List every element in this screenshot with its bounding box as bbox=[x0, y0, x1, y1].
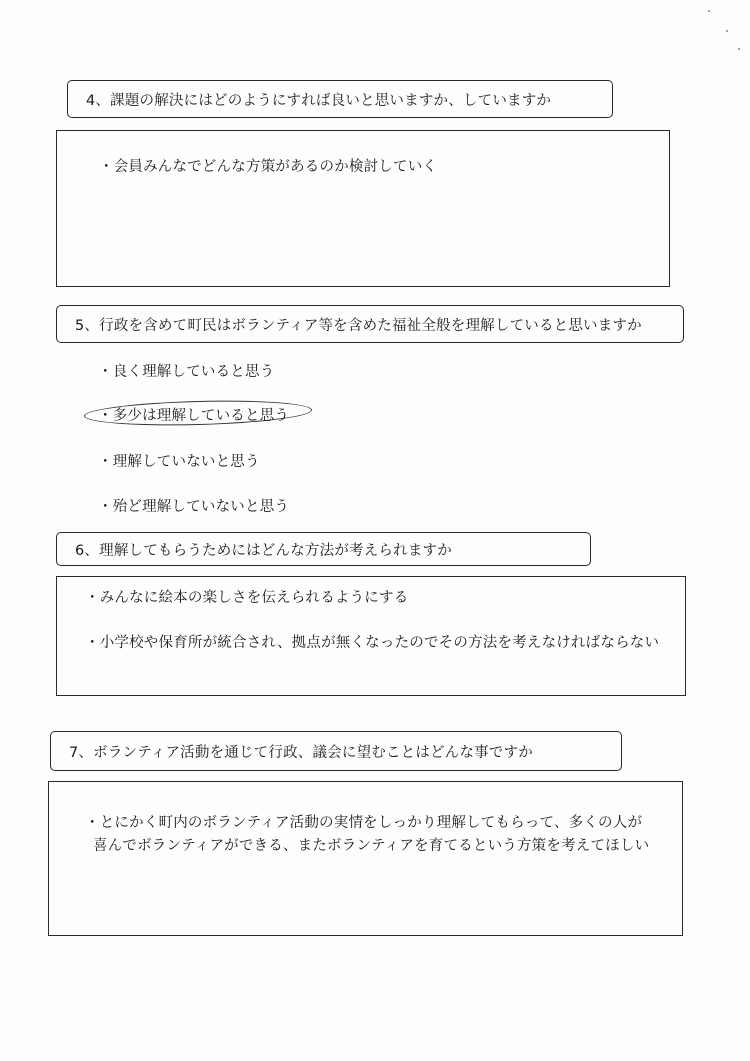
q5-question-text: 5、行政を含めて町民はボランティア等を含めた福祉全般を理解していると思いますか bbox=[75, 317, 642, 334]
scan-speck bbox=[738, 48, 740, 50]
q4-question-text: 4、課題の解決にはどのようにすれば良いと思いますか、していますか bbox=[86, 92, 552, 109]
scan-speck bbox=[708, 10, 710, 12]
q7-question-box bbox=[50, 731, 622, 771]
q5-option-2: ・多少は理解していると思う bbox=[98, 408, 290, 424]
q4-answer-box bbox=[56, 130, 670, 287]
q4-answer-1: ・会員みんなでどんな方策があるのか検討していく bbox=[99, 159, 438, 175]
q7-answer-line-2: 喜んでボランティアができる、またボランティアを育てるという方策を考えてほしい bbox=[93, 838, 650, 854]
q5-question-box bbox=[56, 305, 684, 343]
q5-option-3: ・理解していないと思う bbox=[98, 454, 260, 470]
q6-answer-2: ・小学校や保育所が統合され、拠点が無くなったのでその方法を考えなければならない bbox=[85, 635, 660, 651]
q5-option-4: ・殆ど理解していないと思う bbox=[98, 499, 290, 515]
q5-option-1: ・良く理解していると思う bbox=[98, 364, 275, 380]
q7-question-text: 7、ボランティア活動を通じて行政、議会に望むことはどんな事ですか bbox=[69, 744, 533, 761]
q7-answer-line-1: ・とにかく町内のボランティア活動の実情をしっかり理解してもらって、多くの人が bbox=[85, 815, 643, 831]
q6-answer-box bbox=[56, 576, 686, 696]
q6-answer-1: ・みんなに絵本の楽しさを伝えられるようにする bbox=[85, 590, 409, 606]
scan-speck bbox=[726, 30, 728, 32]
q7-answer-box bbox=[48, 781, 683, 936]
q6-question-box bbox=[56, 532, 591, 566]
q4-question-box bbox=[67, 80, 613, 118]
q6-question-text: 6、理解してもらうためにはどんな方法が考えられますか bbox=[75, 542, 452, 559]
